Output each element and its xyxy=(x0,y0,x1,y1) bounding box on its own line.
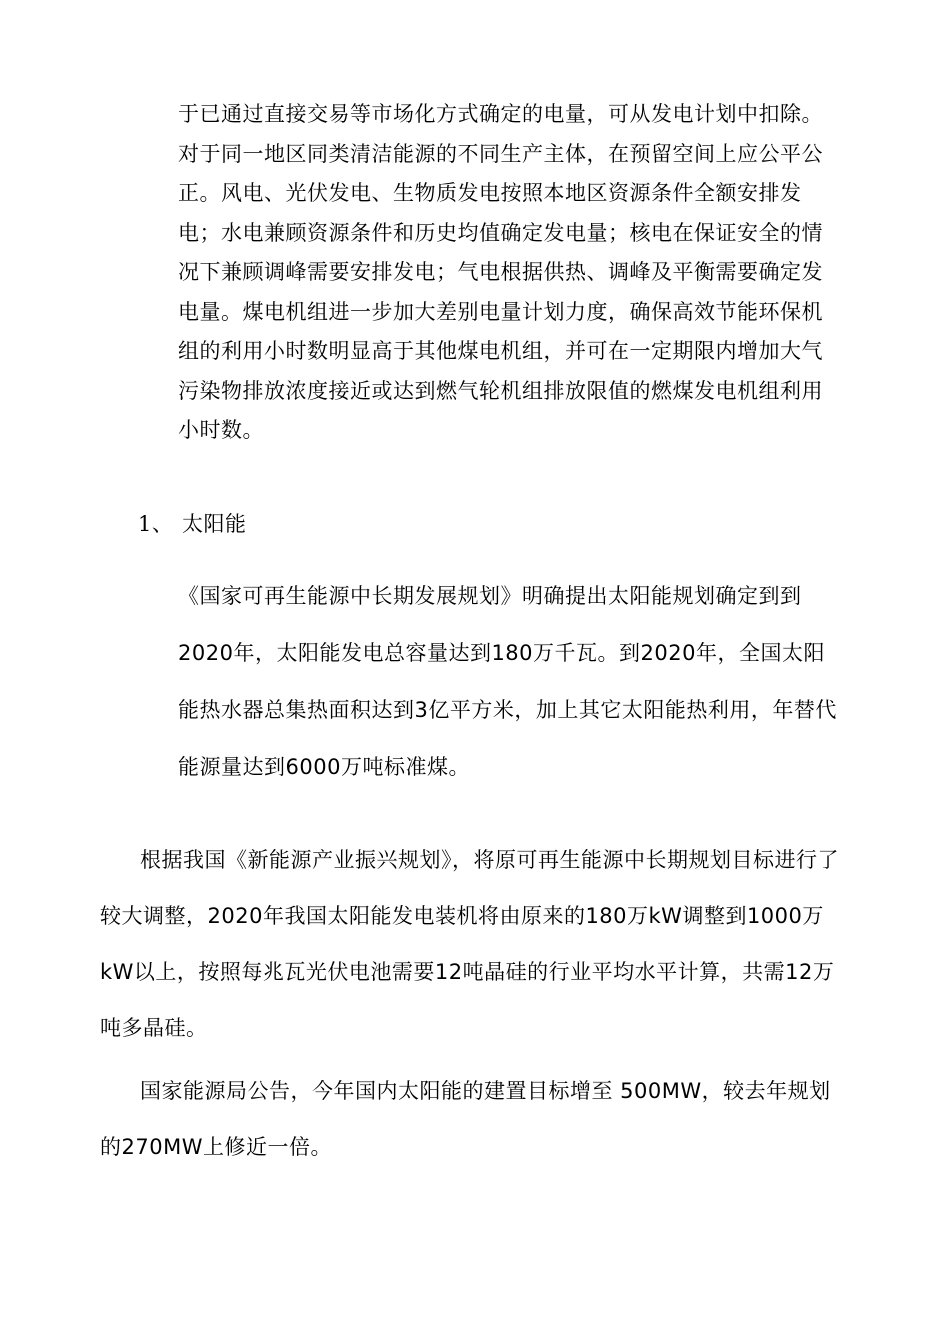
paragraph-new-energy-plan: 根据我国《新能源产业振兴规划》，将原可再生能源中长期规划目标进行了较大调整，2020年我国太阳能发电装机将由原来的180万kW调整到1000万kW以上，按照每兆瓦光伏电池需要12吨晶硅的行业平均水平计算，共需12万吨多晶硅。 xyxy=(100,848,839,1040)
section-number: 1、 xyxy=(138,512,174,536)
section-heading xyxy=(138,507,438,541)
paragraph-clean-energy-dispatch: 于已通过直接交易等市场化方式确定的电量，可从发电计划中扣除。对于同一地区同类清洁能源的不同生产主体，在预留空间上应公平公正。风电、光伏发电、生物质发电按照本地区资源条件全额安排发电；水电兼顾资源条件和历史均值确定发电量；核电在保证安全的情况下兼顾调峰需要安排发电；气电根据供热、调峰及平衡需要确定发电量。煤电机组进一步加大差别电量计划力度，确保高效节能环保机组的利用小时数明显高于其他煤电机组，并可在一定期限内增加大气污染物排放浓度接近或达到燃气轮机组排放限值的燃煤发电机组利用小时数。 xyxy=(178,102,823,442)
section-title: 太阳能 xyxy=(182,512,247,536)
paragraph-solar-plan: 《国家可再生能源中长期发展规划》明确提出太阳能规划确定到到2020年，太阳能发电总容量达到180万千瓦。到2020年，全国太阳能热水器总集热面积达到3亿平方米，加上其它太阳能热利用，年替代能源量达到6000万吨标准煤。 xyxy=(178,584,837,779)
paragraph-energy-bureau-notice: 国家能源局公告，今年国内太阳能的建置目标增至 500MW，较去年规划的270MW上修近一倍。 xyxy=(100,1079,831,1159)
